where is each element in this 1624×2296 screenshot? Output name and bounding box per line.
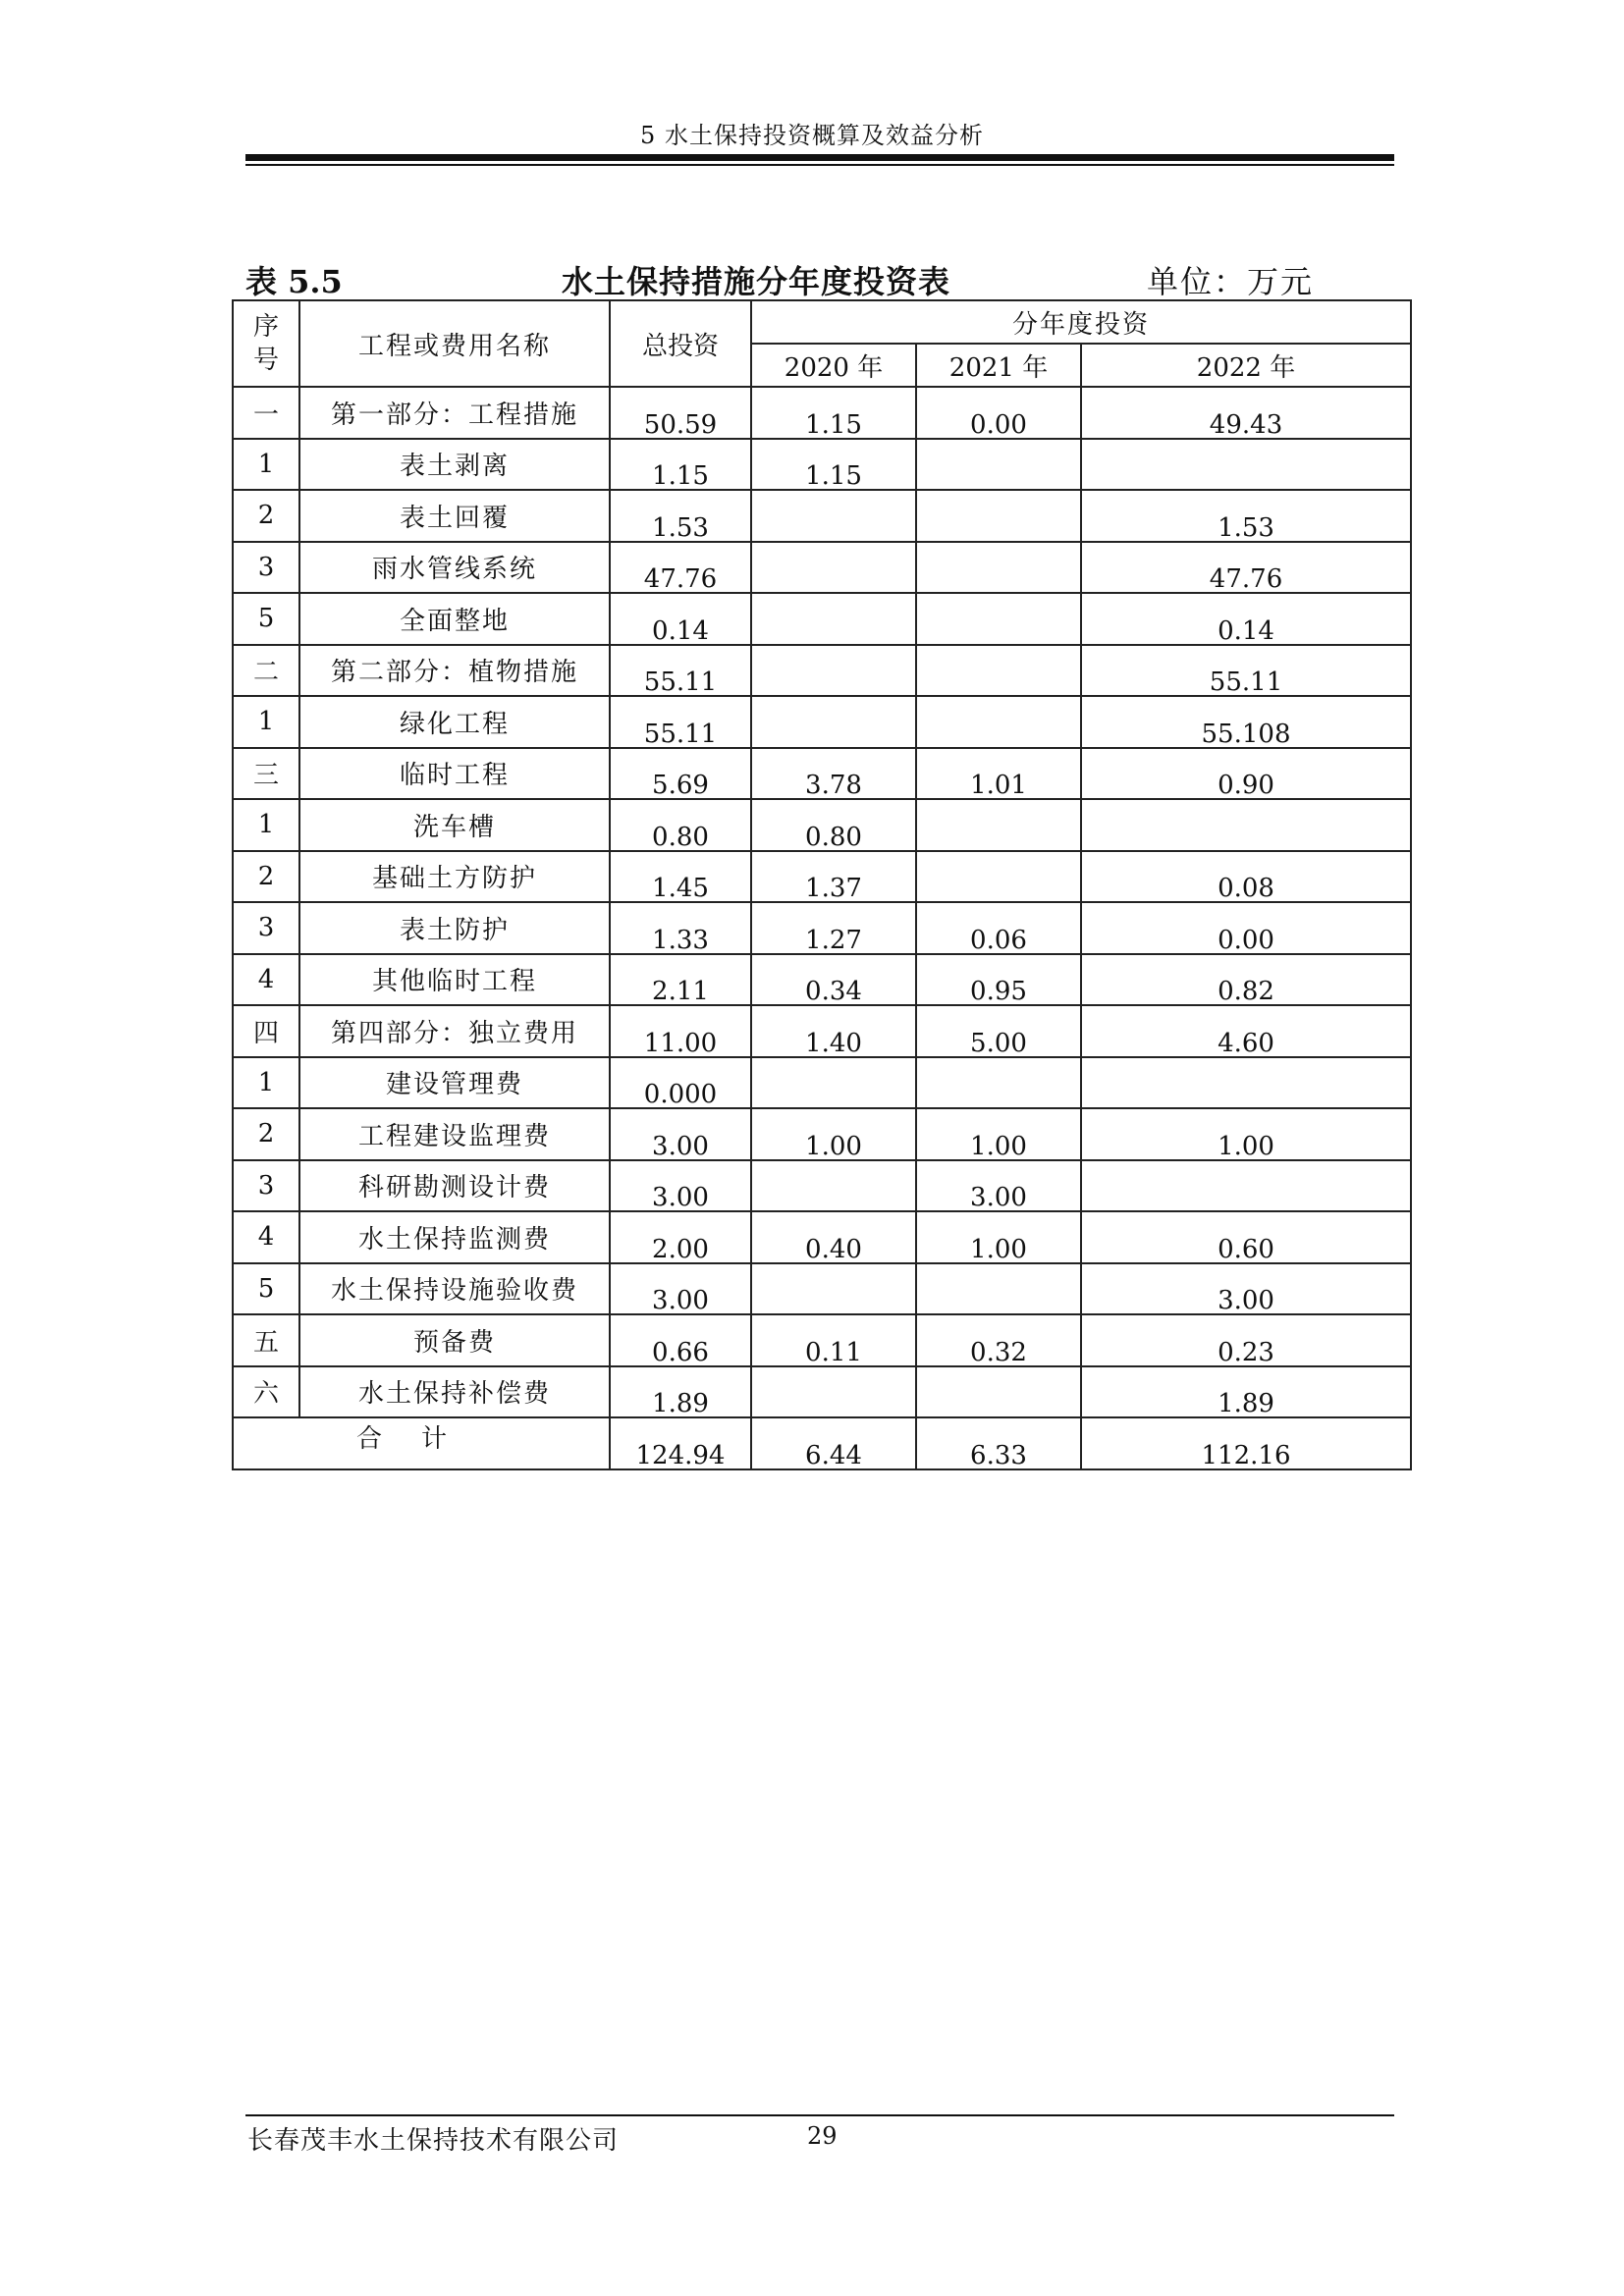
page-number: 29 [807, 2122, 838, 2150]
y2022-cell [1081, 1108, 1411, 1160]
y2020-cell [751, 1005, 916, 1057]
y2021-cell [916, 1314, 1081, 1366]
y2021-cell-text: 5.00 [970, 1028, 1027, 1058]
y2020-cell-text: 0.11 [805, 1337, 862, 1367]
y2020-cell [751, 387, 916, 439]
total-cell [610, 439, 751, 491]
y2022-cell-text: 4.60 [1218, 1028, 1274, 1058]
total-cell [610, 799, 751, 851]
seq-cell-text: 三 [252, 761, 279, 791]
seq-cell-text: 4 [257, 1222, 275, 1253]
seq-cell [233, 696, 299, 748]
y2020-cell-text: 0.40 [805, 1234, 862, 1264]
y2020-cell [751, 1108, 916, 1160]
y2020-cell [751, 1160, 916, 1212]
y2022-cell [1081, 902, 1411, 954]
y2020-cell [751, 593, 916, 645]
name-cell [299, 799, 610, 851]
y2022-cell [1081, 1211, 1411, 1263]
seq-cell-text: 2 [257, 861, 275, 891]
name-cell-text: 第二部分：植物措施 [330, 658, 578, 688]
table-row [233, 542, 1411, 594]
seq-cell [233, 1005, 299, 1057]
name-cell [299, 1263, 610, 1315]
seq-cell [233, 902, 299, 954]
footer-rule [245, 2114, 1394, 2116]
table-row [233, 439, 1411, 491]
name-cell [299, 1057, 610, 1109]
y2020-cell [751, 1366, 916, 1418]
header-annual: 分年度投资 [751, 300, 1411, 344]
table-row [233, 1160, 1411, 1212]
y2020-cell [751, 954, 916, 1006]
name-cell [299, 593, 610, 645]
total-label-cell-text: 合计 [355, 1424, 486, 1454]
total-cell [610, 1005, 751, 1057]
name-cell-text: 第一部分：工程措施 [330, 400, 578, 430]
y2021-cell [916, 1263, 1081, 1315]
y2020-cell [751, 542, 916, 594]
total-cell-text: 2.00 [652, 1234, 709, 1264]
name-cell-text: 临时工程 [399, 761, 510, 791]
seq-cell [233, 387, 299, 439]
table-unit: 单位：万元 [1147, 263, 1315, 300]
y2020-cell [751, 1314, 916, 1366]
y2022-cell [1081, 1005, 1411, 1057]
table-number: 表 5.5 [245, 263, 343, 300]
name-cell-text: 工程建设监理费 [357, 1121, 551, 1151]
total-cell-text: 2.11 [652, 977, 709, 1006]
name-cell [299, 439, 610, 491]
total-2021-cell [916, 1417, 1081, 1469]
y2021-cell-text: 1.00 [970, 1131, 1027, 1161]
y2020-cell-text: 1.00 [805, 1131, 862, 1161]
header-2020: 2020 年 [751, 344, 916, 387]
total-cell-text: 3.00 [652, 1286, 709, 1315]
seq-cell [233, 1211, 299, 1263]
seq-cell [233, 1108, 299, 1160]
total-cell [610, 490, 751, 542]
y2022-cell [1081, 748, 1411, 800]
y2022-cell [1081, 851, 1411, 903]
y2022-cell-text: 3.00 [1218, 1286, 1274, 1315]
table-row [233, 902, 1411, 954]
table-body [233, 387, 1411, 1469]
seq-cell-text: 3 [257, 913, 275, 943]
table-row [233, 696, 1411, 748]
total-cell-text: 3.00 [652, 1183, 709, 1212]
name-cell-text: 水土保持监测费 [357, 1224, 551, 1255]
y2021-cell [916, 799, 1081, 851]
total-cell-text: 55.11 [643, 667, 718, 697]
total-cell [610, 593, 751, 645]
y2020-cell [751, 902, 916, 954]
name-cell-text: 表土剥离 [399, 452, 510, 482]
table-row [233, 593, 1411, 645]
name-cell-text: 基础土方防护 [371, 864, 537, 894]
total-cell-text: 1.45 [652, 874, 709, 903]
y2020-cell-text: 1.27 [805, 925, 862, 955]
y2021-cell [916, 645, 1081, 697]
y2021-cell [916, 1108, 1081, 1160]
total-cell [610, 954, 751, 1006]
header-2022: 2022 年 [1081, 344, 1411, 387]
seq-cell [233, 748, 299, 800]
total-cell-text: 0.80 [652, 822, 709, 852]
table-row [233, 954, 1411, 1006]
table-row [233, 1314, 1411, 1366]
name-cell-text: 水土保持补偿费 [357, 1379, 551, 1410]
name-cell [299, 1108, 610, 1160]
seq-cell [233, 593, 299, 645]
y2022-cell [1081, 593, 1411, 645]
name-cell-text: 水土保持设施验收费 [330, 1276, 578, 1307]
total-cell-text: 47.76 [643, 564, 718, 594]
y2021-cell-text: 1.00 [970, 1234, 1027, 1264]
total-2020-cell [751, 1417, 916, 1469]
running-header: 5 水土保持投资概算及效益分析 [640, 122, 984, 149]
total-cell-text: 55.11 [643, 719, 718, 749]
y2022-cell [1081, 696, 1411, 748]
y2021-cell-text: 3.00 [970, 1183, 1027, 1212]
total-row [233, 1417, 1411, 1469]
name-cell [299, 1160, 610, 1212]
seq-cell [233, 1314, 299, 1366]
seq-cell [233, 490, 299, 542]
name-cell-text: 第四部分：独立费用 [330, 1018, 578, 1048]
y2022-cell-text: 0.08 [1218, 874, 1274, 903]
total-cell-text: 1.89 [652, 1389, 709, 1418]
name-cell [299, 1005, 610, 1057]
y2022-cell-text: 55.11 [1209, 667, 1283, 697]
y2021-cell [916, 387, 1081, 439]
seq-cell [233, 645, 299, 697]
y2021-cell [916, 1057, 1081, 1109]
seq-cell-text: 3 [257, 552, 275, 582]
seq-cell [233, 954, 299, 1006]
name-cell-text: 其他临时工程 [371, 967, 537, 997]
y2021-cell [916, 954, 1081, 1006]
seq-cell-text: 1 [257, 449, 275, 479]
name-cell-text: 洗车槽 [412, 812, 496, 842]
total-cell-text: 1.15 [652, 461, 709, 491]
seq-cell-text: 1 [257, 1067, 275, 1097]
seq-cell [233, 799, 299, 851]
footer-company: 长春茂丰水土保持技术有限公司 [247, 2126, 620, 2156]
table-row [233, 1005, 1411, 1057]
y2022-cell-text: 0.23 [1218, 1337, 1274, 1367]
seq-cell [233, 1263, 299, 1315]
seq-cell-text: 2 [257, 1119, 275, 1149]
y2022-cell [1081, 387, 1411, 439]
investment-table [232, 299, 1412, 1470]
header-total: 总投资 [610, 300, 751, 387]
seq-cell-text: 2 [257, 501, 275, 531]
header-rule-thin [245, 164, 1394, 166]
name-cell-text: 建设管理费 [385, 1070, 523, 1100]
seq-cell-text: 4 [257, 964, 275, 994]
y2021-cell-text: 0.32 [970, 1337, 1027, 1367]
header-seq: 序号 [233, 300, 299, 387]
total-cell [610, 1160, 751, 1212]
header-rule [245, 154, 1394, 161]
y2020-cell [751, 696, 916, 748]
name-cell [299, 645, 610, 697]
y2022-cell [1081, 645, 1411, 697]
total-cell [610, 1366, 751, 1418]
total-cell [610, 902, 751, 954]
y2021-cell-text: 0.06 [970, 925, 1027, 955]
y2020-cell-text: 0.80 [805, 822, 862, 852]
table-row [233, 1211, 1411, 1263]
y2022-cell [1081, 542, 1411, 594]
name-cell [299, 902, 610, 954]
total-2022-cell [1081, 1417, 1411, 1469]
y2020-cell [751, 490, 916, 542]
name-cell [299, 1211, 610, 1263]
total-cell [610, 1057, 751, 1109]
total-2020-cell-text: 6.44 [805, 1440, 862, 1470]
name-cell [299, 1314, 610, 1366]
y2020-cell-text: 1.37 [805, 874, 862, 903]
y2021-cell-text: 0.95 [970, 977, 1027, 1006]
total-cell-text: 11.00 [643, 1028, 718, 1058]
y2021-cell [916, 696, 1081, 748]
seq-cell [233, 1160, 299, 1212]
y2022-cell [1081, 1366, 1411, 1418]
header-2021: 2021 年 [916, 344, 1081, 387]
seq-cell [233, 851, 299, 903]
y2021-cell [916, 490, 1081, 542]
seq-cell [233, 439, 299, 491]
y2021-cell [916, 851, 1081, 903]
y2022-cell [1081, 439, 1411, 491]
seq-cell-text: 一 [252, 400, 279, 430]
seq-cell [233, 1057, 299, 1109]
table-row [233, 1366, 1411, 1418]
total-cell [610, 851, 751, 903]
table-row [233, 1108, 1411, 1160]
seq-cell-text: 五 [252, 1327, 279, 1358]
y2022-cell [1081, 1160, 1411, 1212]
name-cell [299, 851, 610, 903]
name-cell [299, 954, 610, 1006]
seq-cell [233, 542, 299, 594]
total-cell-text: 0.14 [652, 615, 709, 646]
name-cell-text: 科研勘测设计费 [357, 1173, 551, 1203]
total-cell [610, 696, 751, 748]
y2021-cell [916, 542, 1081, 594]
total-cell-text: 50.59 [643, 409, 718, 440]
y2022-cell-text: 0.00 [1218, 925, 1274, 955]
total-cell-text: 3.00 [652, 1131, 709, 1161]
total-cell [610, 387, 751, 439]
seq-cell [233, 1366, 299, 1418]
y2021-cell [916, 1211, 1081, 1263]
total-label-cell [233, 1417, 610, 1469]
total-cell-text: 5.69 [652, 771, 709, 800]
y2021-cell [916, 1160, 1081, 1212]
name-cell-text: 雨水管线系统 [371, 555, 537, 585]
y2020-cell-text: 1.15 [805, 409, 862, 440]
total-cell-text: 1.33 [652, 925, 709, 955]
total-cell-text: 0.66 [652, 1337, 709, 1367]
name-cell-text: 预备费 [412, 1327, 496, 1358]
seq-cell-text: 5 [257, 604, 275, 634]
y2022-cell-text: 1.00 [1218, 1131, 1274, 1161]
total-2021-cell-text: 6.33 [970, 1440, 1027, 1470]
total-cell-text: 0.000 [643, 1080, 718, 1109]
seq-cell-text: 四 [252, 1018, 279, 1048]
table-row [233, 1057, 1411, 1109]
total-cell [610, 748, 751, 800]
total-2022-cell-text: 112.16 [1201, 1440, 1291, 1470]
y2021-cell [916, 748, 1081, 800]
y2020-cell [751, 851, 916, 903]
y2021-cell [916, 1005, 1081, 1057]
table-row [233, 490, 1411, 542]
y2020-cell [751, 1057, 916, 1109]
grand-total-cell-text: 124.94 [635, 1440, 726, 1470]
y2020-cell-text: 3.78 [805, 771, 862, 800]
table-row [233, 1263, 1411, 1315]
y2022-cell [1081, 1314, 1411, 1366]
y2022-cell-text: 1.89 [1218, 1389, 1274, 1418]
total-cell [610, 1108, 751, 1160]
y2022-cell [1081, 954, 1411, 1006]
name-cell-text: 表土回覆 [399, 503, 510, 533]
name-cell-text: 绿化工程 [399, 709, 510, 739]
name-cell [299, 1366, 610, 1418]
name-cell-text: 全面整地 [399, 606, 510, 636]
seq-cell-text: 二 [252, 658, 279, 688]
seq-cell-text: 3 [257, 1170, 275, 1201]
y2021-cell [916, 1366, 1081, 1418]
total-cell [610, 1263, 751, 1315]
name-cell [299, 542, 610, 594]
y2022-cell-text: 47.76 [1209, 564, 1283, 594]
seq-cell-text: 1 [257, 707, 275, 737]
y2020-cell [751, 1263, 916, 1315]
y2022-cell [1081, 799, 1411, 851]
name-cell [299, 748, 610, 800]
y2020-cell-text: 1.40 [805, 1028, 862, 1058]
seq-cell-text: 1 [257, 810, 275, 840]
y2022-cell-text: 55.108 [1201, 719, 1291, 749]
y2021-cell-text: 1.01 [970, 771, 1027, 800]
grand-total-cell [610, 1417, 751, 1469]
total-cell [610, 542, 751, 594]
y2021-cell [916, 593, 1081, 645]
y2021-cell [916, 902, 1081, 954]
y2022-cell [1081, 1057, 1411, 1109]
y2022-cell [1081, 1263, 1411, 1315]
y2022-cell-text: 0.14 [1218, 615, 1274, 646]
y2020-cell-text: 0.34 [805, 977, 862, 1006]
y2020-cell [751, 439, 916, 491]
total-cell-text: 1.53 [652, 512, 709, 543]
table-row [233, 851, 1411, 903]
y2022-cell-text: 49.43 [1209, 409, 1283, 440]
total-cell [610, 1314, 751, 1366]
y2020-cell [751, 645, 916, 697]
y2022-cell-text: 0.60 [1218, 1234, 1274, 1264]
seq-cell-text: 六 [252, 1379, 279, 1410]
name-cell-text: 表土防护 [399, 915, 510, 945]
table-row [233, 645, 1411, 697]
y2022-cell-text: 0.90 [1218, 771, 1274, 800]
name-cell [299, 387, 610, 439]
y2020-cell-text: 1.15 [805, 461, 862, 491]
y2022-cell-text: 0.82 [1218, 977, 1274, 1006]
y2022-cell-text: 1.53 [1218, 512, 1274, 543]
y2020-cell [751, 1211, 916, 1263]
table-row [233, 748, 1411, 800]
table-row [233, 387, 1411, 439]
y2022-cell [1081, 490, 1411, 542]
header-name: 工程或费用名称 [299, 300, 610, 387]
y2021-cell [916, 439, 1081, 491]
y2020-cell [751, 748, 916, 800]
name-cell [299, 696, 610, 748]
y2020-cell [751, 799, 916, 851]
table-title: 水土保持措施分年度投资表 [562, 263, 951, 300]
name-cell [299, 490, 610, 542]
seq-cell-text: 5 [257, 1273, 275, 1304]
table-row [233, 799, 1411, 851]
total-cell [610, 645, 751, 697]
y2021-cell-text: 0.00 [970, 409, 1027, 440]
total-cell [610, 1211, 751, 1263]
